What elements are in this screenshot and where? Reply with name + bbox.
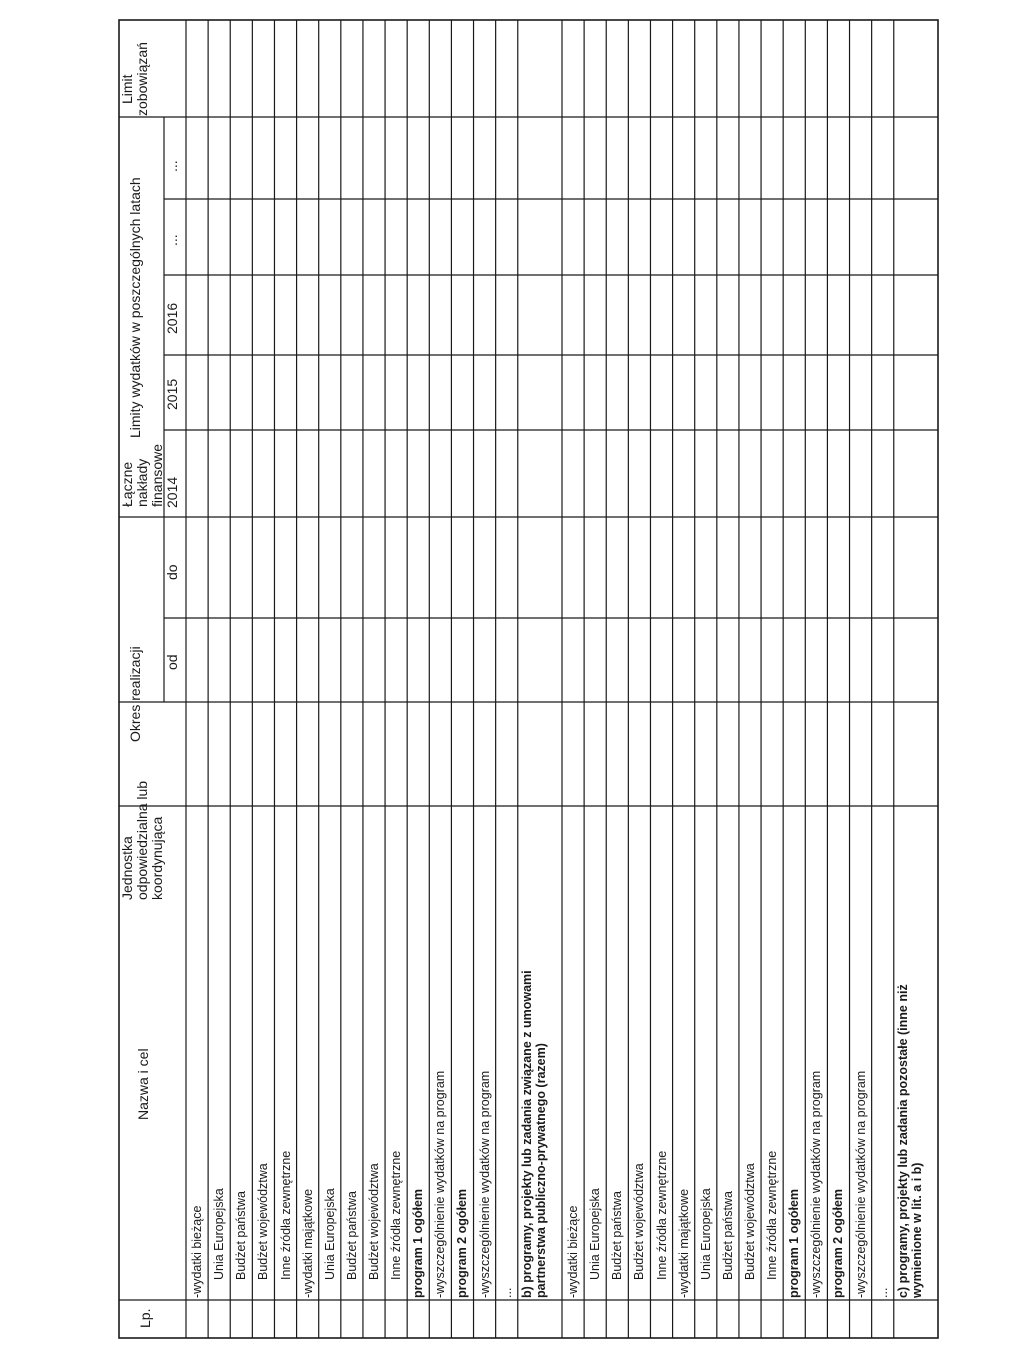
row-label: Budżet państwa bbox=[610, 1191, 625, 1280]
row-label: -wydatki majątkowe bbox=[676, 1188, 691, 1298]
row-label: ... bbox=[499, 1287, 514, 1298]
header-total-line2: nakłady bbox=[134, 458, 150, 507]
row-label: -wydatki majątkowe bbox=[300, 1188, 315, 1298]
row-label: Unia Europejska bbox=[212, 1188, 227, 1280]
row-label: c) programy, projekty lub zadania pozostałe (inne niż bbox=[895, 984, 910, 1298]
row-label: Inne źródła zewnętrzne bbox=[654, 1150, 669, 1280]
header-year-more-1: ... bbox=[164, 234, 180, 246]
row-label: -wyszczególnienie wydatków na program bbox=[433, 1070, 448, 1298]
header-year-2016: 2016 bbox=[164, 302, 180, 334]
row-label: program 1 ogółem bbox=[787, 1188, 802, 1298]
row-label: Budżet województwa bbox=[256, 1163, 271, 1280]
row-label-continued: wymienione w lit. a i b) bbox=[909, 1162, 924, 1298]
header-name: Nazwa i cel bbox=[135, 1048, 151, 1120]
header-year-2014: 2014 bbox=[164, 476, 180, 508]
row-label: Budżet województwa bbox=[632, 1163, 647, 1280]
header-year-2015: 2015 bbox=[164, 378, 180, 410]
header-total-line1: Łączne bbox=[119, 461, 135, 507]
header-unit-line1: Jednostka bbox=[119, 836, 135, 900]
row-label: Inne źródła zewnętrzne bbox=[389, 1150, 404, 1280]
header-period-to: do bbox=[164, 564, 180, 580]
row-label: Unia Europejska bbox=[698, 1188, 713, 1280]
row-label: -wyszczególnienie wydatków na program bbox=[853, 1070, 868, 1298]
row-label: Unia Europejska bbox=[322, 1188, 337, 1280]
header-period: Okres realizacji bbox=[127, 646, 143, 742]
row-label: Unia Europejska bbox=[588, 1188, 603, 1280]
row-label: -wydatki bieżące bbox=[190, 1205, 205, 1298]
header-total-line3: finansowe bbox=[149, 443, 165, 507]
row-label: program 2 ogółem bbox=[455, 1188, 470, 1298]
row-label: Budżet województwa bbox=[743, 1163, 757, 1280]
row-label: Budżet województwa bbox=[367, 1163, 381, 1280]
row-label: Budżet państwa bbox=[344, 1191, 359, 1280]
row-label: ... bbox=[875, 1287, 890, 1298]
row-label: Budżet państwa bbox=[720, 1191, 735, 1280]
header-unit-line3: koordynująca bbox=[149, 816, 165, 900]
header-year-more-2: ... bbox=[164, 160, 180, 172]
row-label: Inne źródła zewnętrzne bbox=[765, 1150, 780, 1280]
row-label: -wyszczególnienie wydatków na program bbox=[809, 1070, 824, 1298]
header-lp: Lp. bbox=[137, 1308, 153, 1328]
header-commitments-line1: Limit bbox=[119, 74, 135, 104]
row-label: Budżet państwa bbox=[234, 1191, 249, 1280]
header-commitments-line2: zobowiązań bbox=[134, 42, 150, 116]
row-label: -wydatki bieżące bbox=[566, 1205, 581, 1298]
row-label-continued: partnerstwa publiczno-prywatnego (razem) bbox=[533, 1043, 548, 1298]
row-label: b) programy, projekty lub zadania związane z umowami bbox=[519, 970, 534, 1298]
row-label: -wyszczególnienie wydatków na program bbox=[477, 1070, 492, 1298]
row-label: Inne źródła zewnętrzne bbox=[278, 1150, 293, 1280]
header-period-from: od bbox=[164, 654, 180, 670]
row-label: program 1 ogółem bbox=[411, 1188, 426, 1298]
header-limits: Limity wydatków w poszczególnych latach bbox=[127, 177, 143, 438]
header-unit-line2: odpowiedzialna lub bbox=[134, 780, 150, 900]
row-label: program 2 ogółem bbox=[831, 1188, 846, 1298]
